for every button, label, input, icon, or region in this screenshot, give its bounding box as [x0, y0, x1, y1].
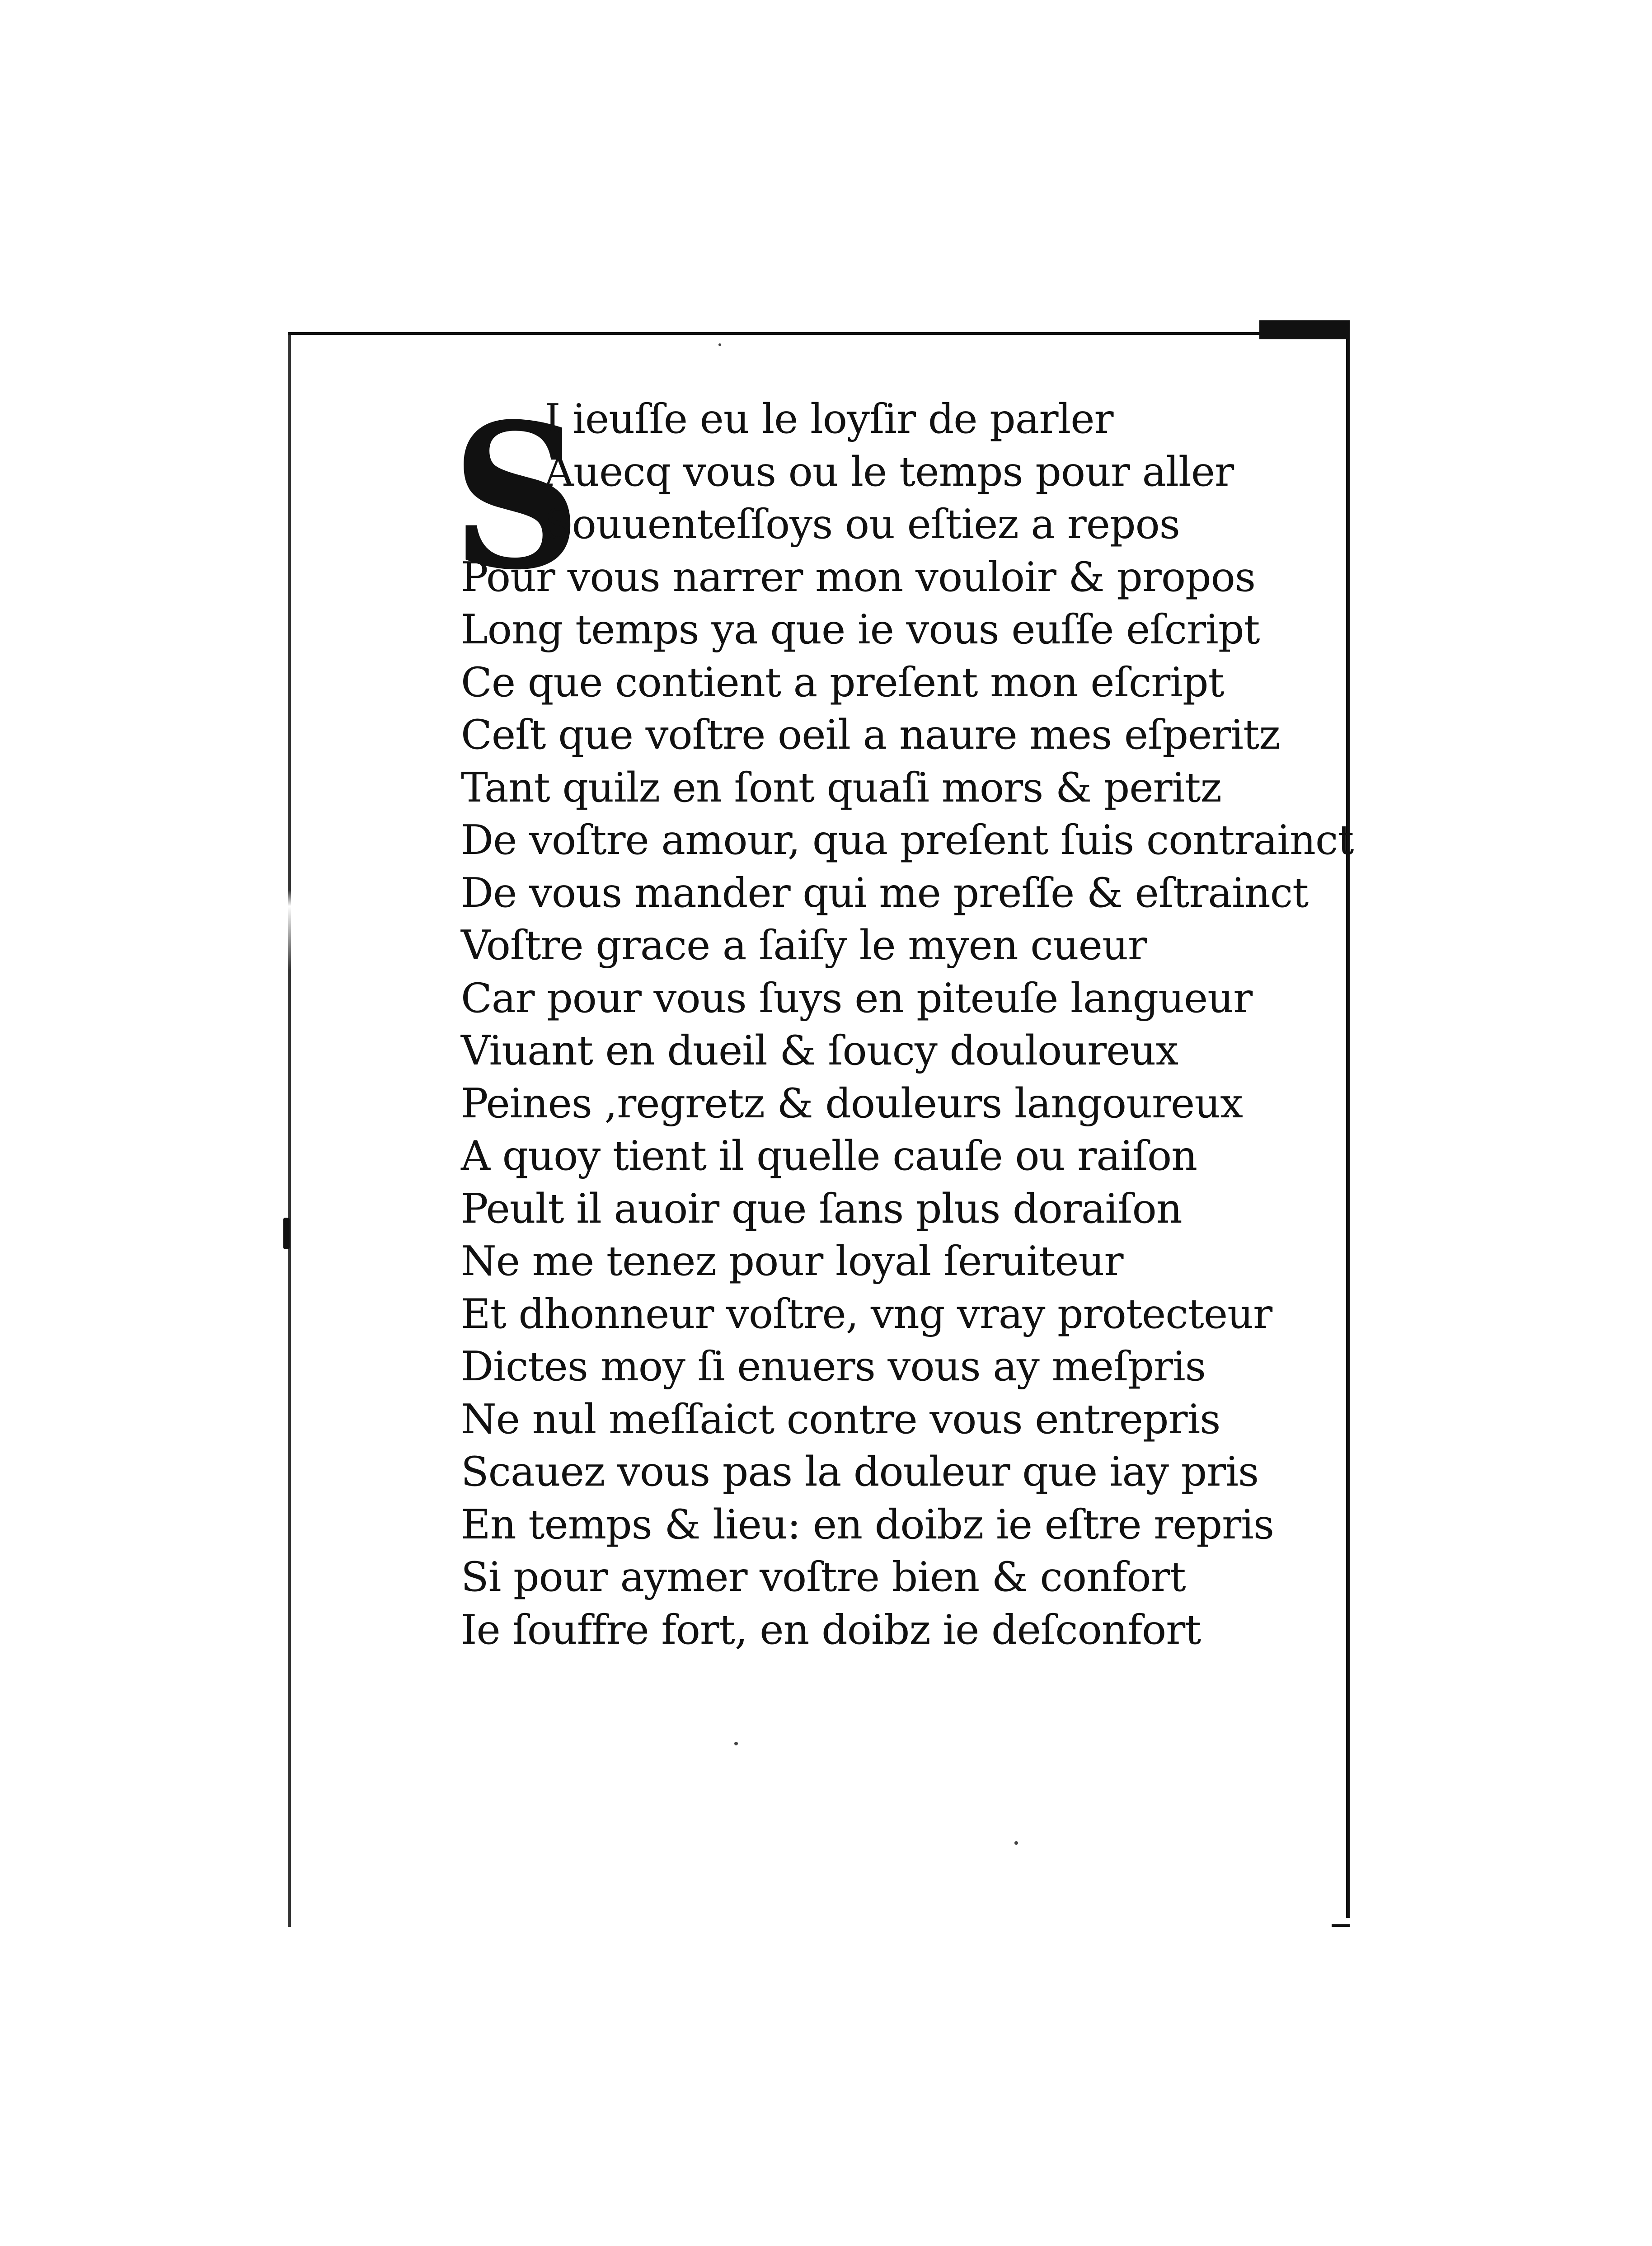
- ink-speck: [734, 1742, 738, 1745]
- verse-line: Et dhonneur voſtre, vng vray protecteur: [461, 1290, 1272, 1338]
- verse-line: Si pour aymer voſtre bien & confort: [461, 1553, 1186, 1601]
- verse-line: Viuant en dueil & ſoucy douloureux: [461, 1027, 1178, 1074]
- verse-line: Peult il auoir que ſans plus doraiſon: [461, 1185, 1182, 1233]
- ink-speck: [718, 343, 721, 346]
- frame-notch: [283, 1218, 290, 1249]
- verse-line: Peines ,regretz & douleurs langoureux: [461, 1079, 1243, 1127]
- verse-line: Ne nul meſſaict contre vous entrepris: [461, 1395, 1220, 1443]
- verse-line: Souuenteſſoys ou eſtiez a repos: [544, 501, 1180, 548]
- verse-line: Ce que contient a preſent mon eſcript: [461, 658, 1224, 706]
- verse-line: Long temps ya que ie vous euſſe eſcript: [461, 606, 1260, 653]
- verse-line: Tant quilz en ſont quaſi mors & peritz: [461, 764, 1221, 811]
- frame-top-rule: [288, 332, 1273, 335]
- verse-line: Auecq vous ou le temps pour aller: [544, 448, 1234, 496]
- frame-corner-bottom-right: [1332, 1924, 1350, 1927]
- verse-line: Pour vous narrer mon vouloir & propos: [461, 553, 1256, 601]
- verse-line: I ieuſſe eu le loyſir de parler: [544, 395, 1113, 443]
- verse-text: [461, 393, 1354, 1656]
- verse-line: Ie ſouffre fort, en doibz ie deſconfort: [461, 1606, 1201, 1654]
- verse-line: De vous mander qui me preſſe & eſtrainct: [461, 869, 1309, 917]
- frame-left-rule: [288, 332, 291, 1927]
- drop-cap: S: [452, 380, 581, 614]
- verse-line: Voſtre grace a ſaiſy le myen cueur: [461, 922, 1147, 969]
- frame-corner-tab: [1259, 320, 1350, 339]
- verse-line: Car pour vous ſuys en piteuſe langueur: [461, 974, 1253, 1022]
- verse-line: Ceſt que voſtre oeil a naure mes eſperitz: [461, 711, 1280, 759]
- verse-line: En temps & lieu: en doibz ie eſtre repris: [461, 1500, 1274, 1548]
- verse-line: Dictes moy ſi enuers vous ay meſpris: [461, 1343, 1206, 1390]
- verse-line: A quoy tient il quelle cauſe ou raiſon: [461, 1132, 1197, 1180]
- ink-speck: [1014, 1841, 1018, 1845]
- verse-line: Ne me tenez pour loyal ſeruiteur: [461, 1238, 1123, 1285]
- frame-corner-top-left: [288, 332, 306, 335]
- verse-line: Scauez vous pas la douleur que iay pris: [461, 1448, 1259, 1496]
- verse-line: De voſtre amour, qua preſent ſuis contrainct: [461, 816, 1354, 864]
